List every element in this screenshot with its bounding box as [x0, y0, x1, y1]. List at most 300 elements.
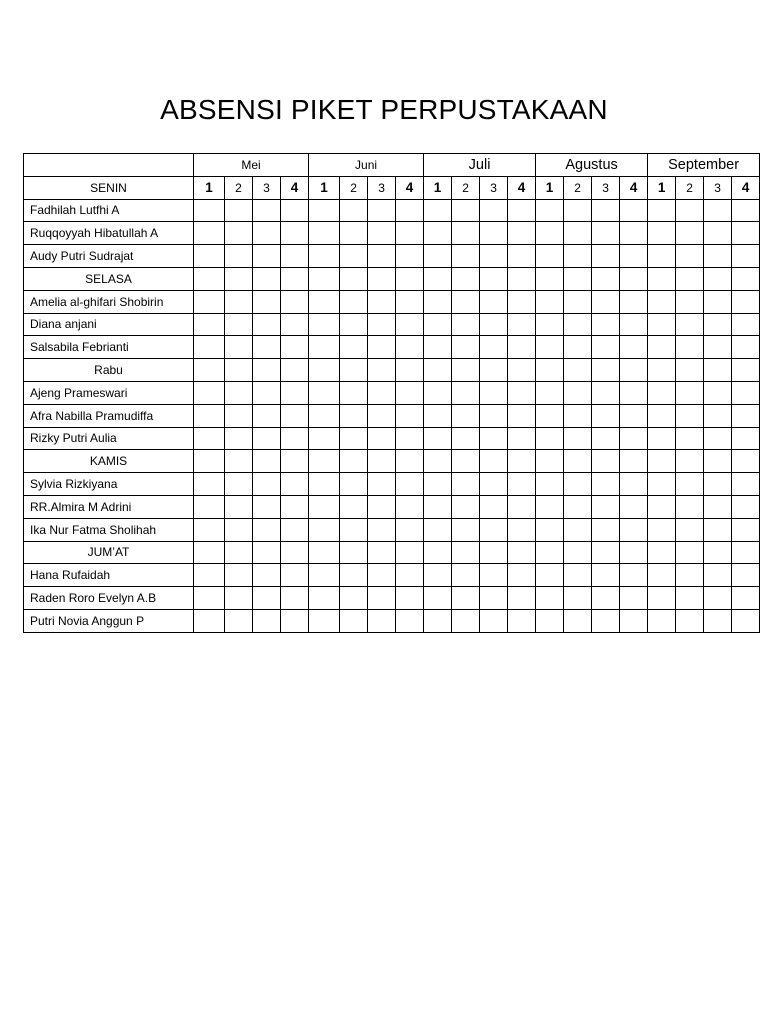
attendance-cell: [564, 199, 592, 222]
member-name: Salsabila Febrianti: [24, 336, 194, 359]
attendance-cell: [194, 427, 225, 450]
attendance-cell: [676, 359, 704, 382]
attendance-cell: [620, 495, 648, 518]
member-name: Ika Nur Fatma Sholihah: [24, 518, 194, 541]
week-number: 3: [480, 176, 508, 199]
attendance-cell: [564, 473, 592, 496]
member-row: [24, 564, 760, 587]
attendance-cell: [620, 245, 648, 268]
attendance-cell: [704, 267, 732, 290]
attendance-cell: [536, 222, 564, 245]
week-number: 1: [536, 176, 564, 199]
attendance-cell: [396, 495, 424, 518]
day-row: [24, 359, 760, 382]
attendance-cell: [309, 313, 340, 336]
member-name: RR.Almira M Adrini: [24, 495, 194, 518]
attendance-cell: [648, 609, 676, 632]
attendance-cell: [424, 381, 452, 404]
attendance-cell: [564, 427, 592, 450]
attendance-cell: [536, 199, 564, 222]
attendance-cell: [592, 541, 620, 564]
attendance-cell: [564, 609, 592, 632]
attendance-cell: [676, 564, 704, 587]
attendance-cell: [281, 564, 309, 587]
attendance-cell: [592, 404, 620, 427]
attendance-cell: [676, 404, 704, 427]
attendance-cell: [704, 564, 732, 587]
attendance-cell: [676, 450, 704, 473]
attendance-cell: [564, 359, 592, 382]
member-row: [24, 245, 760, 268]
attendance-cell: [508, 450, 536, 473]
attendance-cell: [732, 587, 760, 610]
attendance-cell: [368, 587, 396, 610]
attendance-cell: [704, 381, 732, 404]
attendance-cell: [480, 245, 508, 268]
attendance-cell: [732, 427, 760, 450]
attendance-cell: [340, 541, 368, 564]
attendance-cell: [648, 518, 676, 541]
attendance-cell: [424, 450, 452, 473]
attendance-cell: [676, 245, 704, 268]
attendance-cell: [309, 609, 340, 632]
attendance-cell: [508, 495, 536, 518]
attendance-cell: [452, 587, 480, 610]
attendance-cell: [676, 587, 704, 610]
attendance-cell: [676, 290, 704, 313]
attendance-cell: [508, 564, 536, 587]
day-row: [24, 450, 760, 473]
attendance-cell: [564, 450, 592, 473]
attendance-cell: [253, 564, 281, 587]
attendance-cell: [253, 450, 281, 473]
attendance-cell: [253, 518, 281, 541]
attendance-cell: [676, 541, 704, 564]
attendance-cell: [648, 495, 676, 518]
attendance-cell: [309, 222, 340, 245]
attendance-cell: [281, 222, 309, 245]
attendance-cell: [592, 495, 620, 518]
attendance-cell: [309, 290, 340, 313]
attendance-cell: [620, 381, 648, 404]
attendance-cell: [281, 404, 309, 427]
attendance-cell: [396, 359, 424, 382]
day-label: SENIN: [24, 176, 194, 199]
month-header-september: September: [648, 154, 760, 177]
week-number: 3: [704, 176, 732, 199]
attendance-cell: [424, 245, 452, 268]
attendance-cell: [648, 427, 676, 450]
attendance-cell: [452, 404, 480, 427]
attendance-cell: [424, 518, 452, 541]
attendance-cell: [424, 587, 452, 610]
member-row: [24, 587, 760, 610]
attendance-cell: [508, 381, 536, 404]
attendance-cell: [648, 541, 676, 564]
attendance-cell: [732, 359, 760, 382]
attendance-cell: [564, 564, 592, 587]
attendance-cell: [704, 473, 732, 496]
attendance-cell: [253, 609, 281, 632]
week-number: 2: [676, 176, 704, 199]
attendance-cell: [225, 609, 253, 632]
attendance-cell: [536, 381, 564, 404]
attendance-cell: [508, 427, 536, 450]
attendance-cell: [480, 336, 508, 359]
attendance-cell: [194, 564, 225, 587]
attendance-cell: [648, 381, 676, 404]
attendance-cell: [396, 541, 424, 564]
attendance-cell: [592, 564, 620, 587]
attendance-cell: [396, 199, 424, 222]
attendance-cell: [732, 381, 760, 404]
attendance-cell: [194, 404, 225, 427]
attendance-cell: [194, 587, 225, 610]
attendance-cell: [620, 564, 648, 587]
attendance-cell: [732, 245, 760, 268]
attendance-cell: [620, 427, 648, 450]
attendance-cell: [620, 518, 648, 541]
attendance-cell: [704, 495, 732, 518]
attendance-cell: [592, 290, 620, 313]
attendance-cell: [452, 518, 480, 541]
attendance-cell: [648, 336, 676, 359]
attendance-cell: [452, 267, 480, 290]
week-number: 2: [564, 176, 592, 199]
attendance-cell: [194, 336, 225, 359]
attendance-cell: [309, 473, 340, 496]
attendance-cell: [732, 495, 760, 518]
attendance-cell: [309, 495, 340, 518]
member-name: Raden Roro Evelyn A.B: [24, 587, 194, 610]
attendance-cell: [620, 313, 648, 336]
attendance-cell: [536, 495, 564, 518]
attendance-cell: [452, 495, 480, 518]
attendance-cell: [564, 267, 592, 290]
attendance-cell: [704, 404, 732, 427]
attendance-cell: [676, 267, 704, 290]
attendance-cell: [648, 199, 676, 222]
attendance-cell: [253, 541, 281, 564]
attendance-cell: [620, 199, 648, 222]
attendance-cell: [592, 587, 620, 610]
member-row: [24, 609, 760, 632]
attendance-cell: [253, 199, 281, 222]
attendance-cell: [508, 404, 536, 427]
month-header-juli: Juli: [424, 154, 536, 177]
attendance-cell: [309, 427, 340, 450]
week-number: 1: [424, 176, 452, 199]
attendance-cell: [704, 587, 732, 610]
attendance-cell: [281, 359, 309, 382]
attendance-cell: [309, 404, 340, 427]
attendance-cell: [281, 313, 309, 336]
attendance-cell: [225, 404, 253, 427]
attendance-cell: [620, 587, 648, 610]
attendance-cell: [536, 359, 564, 382]
attendance-cell: [225, 267, 253, 290]
attendance-cell: [424, 199, 452, 222]
attendance-cell: [732, 609, 760, 632]
attendance-cell: [368, 359, 396, 382]
attendance-cell: [704, 313, 732, 336]
attendance-table: [23, 153, 760, 633]
attendance-cell: [340, 313, 368, 336]
month-header-mei: Mei: [194, 154, 309, 177]
attendance-cell: [620, 359, 648, 382]
attendance-cell: [732, 541, 760, 564]
attendance-cell: [452, 222, 480, 245]
attendance-cell: [704, 541, 732, 564]
attendance-cell: [732, 267, 760, 290]
attendance-cell: [452, 199, 480, 222]
attendance-cell: [732, 336, 760, 359]
attendance-cell: [194, 267, 225, 290]
month-header-juni: Juni: [309, 154, 424, 177]
member-name: Fadhilah Lutfhi A: [24, 199, 194, 222]
attendance-cell: [396, 336, 424, 359]
attendance-cell: [508, 587, 536, 610]
day-label: Rabu: [24, 359, 194, 382]
attendance-cell: [253, 290, 281, 313]
attendance-cell: [368, 473, 396, 496]
attendance-cell: [732, 473, 760, 496]
attendance-cell: [194, 518, 225, 541]
attendance-cell: [480, 359, 508, 382]
attendance-cell: [253, 267, 281, 290]
attendance-cell: [452, 450, 480, 473]
week-number: 4: [508, 176, 536, 199]
attendance-cell: [253, 473, 281, 496]
attendance-cell: [480, 404, 508, 427]
week-number: 4: [396, 176, 424, 199]
attendance-cell: [368, 495, 396, 518]
attendance-cell: [253, 427, 281, 450]
attendance-cell: [340, 473, 368, 496]
member-row: [24, 381, 760, 404]
attendance-cell: [648, 245, 676, 268]
attendance-cell: [368, 541, 396, 564]
attendance-cell: [281, 267, 309, 290]
attendance-cell: [194, 541, 225, 564]
attendance-cell: [424, 495, 452, 518]
attendance-cell: [309, 336, 340, 359]
attendance-cell: [253, 336, 281, 359]
attendance-cell: [732, 518, 760, 541]
attendance-cell: [592, 473, 620, 496]
attendance-cell: [194, 609, 225, 632]
attendance-cell: [452, 290, 480, 313]
member-name: Hana Rufaidah: [24, 564, 194, 587]
attendance-cell: [620, 404, 648, 427]
attendance-cell: [536, 404, 564, 427]
attendance-cell: [620, 450, 648, 473]
attendance-cell: [564, 313, 592, 336]
attendance-cell: [368, 267, 396, 290]
attendance-cell: [480, 495, 508, 518]
attendance-cell: [536, 290, 564, 313]
attendance-cell: [225, 450, 253, 473]
attendance-cell: [194, 450, 225, 473]
attendance-cell: [508, 199, 536, 222]
attendance-cell: [648, 359, 676, 382]
attendance-cell: [309, 564, 340, 587]
attendance-cell: [732, 313, 760, 336]
attendance-cell: [676, 473, 704, 496]
attendance-cell: [620, 267, 648, 290]
day-row: [24, 267, 760, 290]
attendance-cell: [194, 290, 225, 313]
attendance-cell: [536, 267, 564, 290]
attendance-cell: [536, 564, 564, 587]
attendance-cell: [368, 564, 396, 587]
attendance-cell: [424, 564, 452, 587]
attendance-cell: [340, 564, 368, 587]
attendance-cell: [620, 336, 648, 359]
attendance-cell: [536, 541, 564, 564]
month-header-row: [24, 154, 760, 177]
member-name: Amelia al-ghifari Shobirin: [24, 290, 194, 313]
attendance-cell: [480, 473, 508, 496]
attendance-cell: [564, 587, 592, 610]
member-row: [24, 473, 760, 496]
attendance-cell: [396, 381, 424, 404]
attendance-cell: [508, 336, 536, 359]
attendance-cell: [704, 290, 732, 313]
attendance-cell: [396, 518, 424, 541]
attendance-cell: [592, 518, 620, 541]
attendance-cell: [676, 199, 704, 222]
attendance-cell: [281, 541, 309, 564]
attendance-cell: [704, 336, 732, 359]
attendance-cell: [253, 245, 281, 268]
attendance-cell: [536, 473, 564, 496]
week-number: 3: [368, 176, 396, 199]
week-number: 2: [452, 176, 480, 199]
attendance-cell: [508, 245, 536, 268]
attendance-cell: [340, 199, 368, 222]
attendance-cell: [281, 245, 309, 268]
attendance-cell: [592, 267, 620, 290]
member-name: Audy Putri Sudrajat: [24, 245, 194, 268]
attendance-cell: [396, 450, 424, 473]
attendance-cell: [225, 427, 253, 450]
attendance-cell: [396, 404, 424, 427]
attendance-cell: [676, 495, 704, 518]
attendance-cell: [480, 427, 508, 450]
attendance-cell: [452, 359, 480, 382]
attendance-cell: [648, 222, 676, 245]
attendance-cell: [396, 564, 424, 587]
attendance-cell: [508, 267, 536, 290]
attendance-cell: [340, 359, 368, 382]
attendance-cell: [309, 587, 340, 610]
attendance-cell: [508, 541, 536, 564]
attendance-cell: [225, 473, 253, 496]
week-number: 4: [281, 176, 309, 199]
attendance-cell: [340, 267, 368, 290]
attendance-cell: [225, 381, 253, 404]
attendance-cell: [194, 199, 225, 222]
attendance-cell: [253, 222, 281, 245]
attendance-cell: [340, 495, 368, 518]
attendance-cell: [368, 245, 396, 268]
week-number: 1: [194, 176, 225, 199]
attendance-cell: [424, 313, 452, 336]
attendance-cell: [396, 245, 424, 268]
attendance-cell: [281, 381, 309, 404]
attendance-cell: [281, 609, 309, 632]
attendance-cell: [676, 313, 704, 336]
day-label: KAMIS: [24, 450, 194, 473]
attendance-cell: [281, 495, 309, 518]
member-row: [24, 336, 760, 359]
attendance-cell: [508, 518, 536, 541]
attendance-cell: [424, 427, 452, 450]
attendance-cell: [648, 313, 676, 336]
attendance-cell: [676, 381, 704, 404]
attendance-cell: [536, 336, 564, 359]
month-header-agustus: Agustus: [536, 154, 648, 177]
week-number: 3: [253, 176, 281, 199]
attendance-cell: [396, 222, 424, 245]
attendance-cell: [396, 427, 424, 450]
attendance-cell: [424, 222, 452, 245]
attendance-cell: [396, 609, 424, 632]
attendance-cell: [452, 609, 480, 632]
attendance-cell: [676, 222, 704, 245]
member-row: [24, 313, 760, 336]
attendance-cell: [564, 541, 592, 564]
attendance-cell: [732, 290, 760, 313]
attendance-cell: [480, 541, 508, 564]
attendance-cell: [704, 427, 732, 450]
attendance-cell: [194, 245, 225, 268]
attendance-cell: [592, 222, 620, 245]
attendance-cell: [508, 313, 536, 336]
attendance-cell: [368, 222, 396, 245]
attendance-cell: [225, 541, 253, 564]
attendance-cell: [592, 336, 620, 359]
attendance-cell: [676, 427, 704, 450]
attendance-cell: [368, 313, 396, 336]
attendance-cell: [340, 336, 368, 359]
attendance-cell: [253, 359, 281, 382]
member-row: [24, 427, 760, 450]
attendance-cell: [480, 199, 508, 222]
attendance-cell: [648, 587, 676, 610]
attendance-cell: [648, 290, 676, 313]
attendance-cell: [368, 381, 396, 404]
attendance-cell: [368, 427, 396, 450]
attendance-cell: [424, 336, 452, 359]
attendance-cell: [281, 336, 309, 359]
attendance-cell: [480, 381, 508, 404]
attendance-cell: [340, 222, 368, 245]
attendance-cell: [253, 495, 281, 518]
attendance-cell: [620, 473, 648, 496]
document-title: ABSENSI PIKET PERPUSTAKAAN: [160, 94, 608, 125]
member-name: Sylvia Rizkiyana: [24, 473, 194, 496]
attendance-cell: [480, 564, 508, 587]
attendance-cell: [396, 290, 424, 313]
member-name: Rizky Putri Aulia: [24, 427, 194, 450]
attendance-cell: [368, 199, 396, 222]
attendance-cell: [309, 199, 340, 222]
attendance-cell: [396, 473, 424, 496]
attendance-cell: [704, 450, 732, 473]
attendance-cell: [281, 450, 309, 473]
